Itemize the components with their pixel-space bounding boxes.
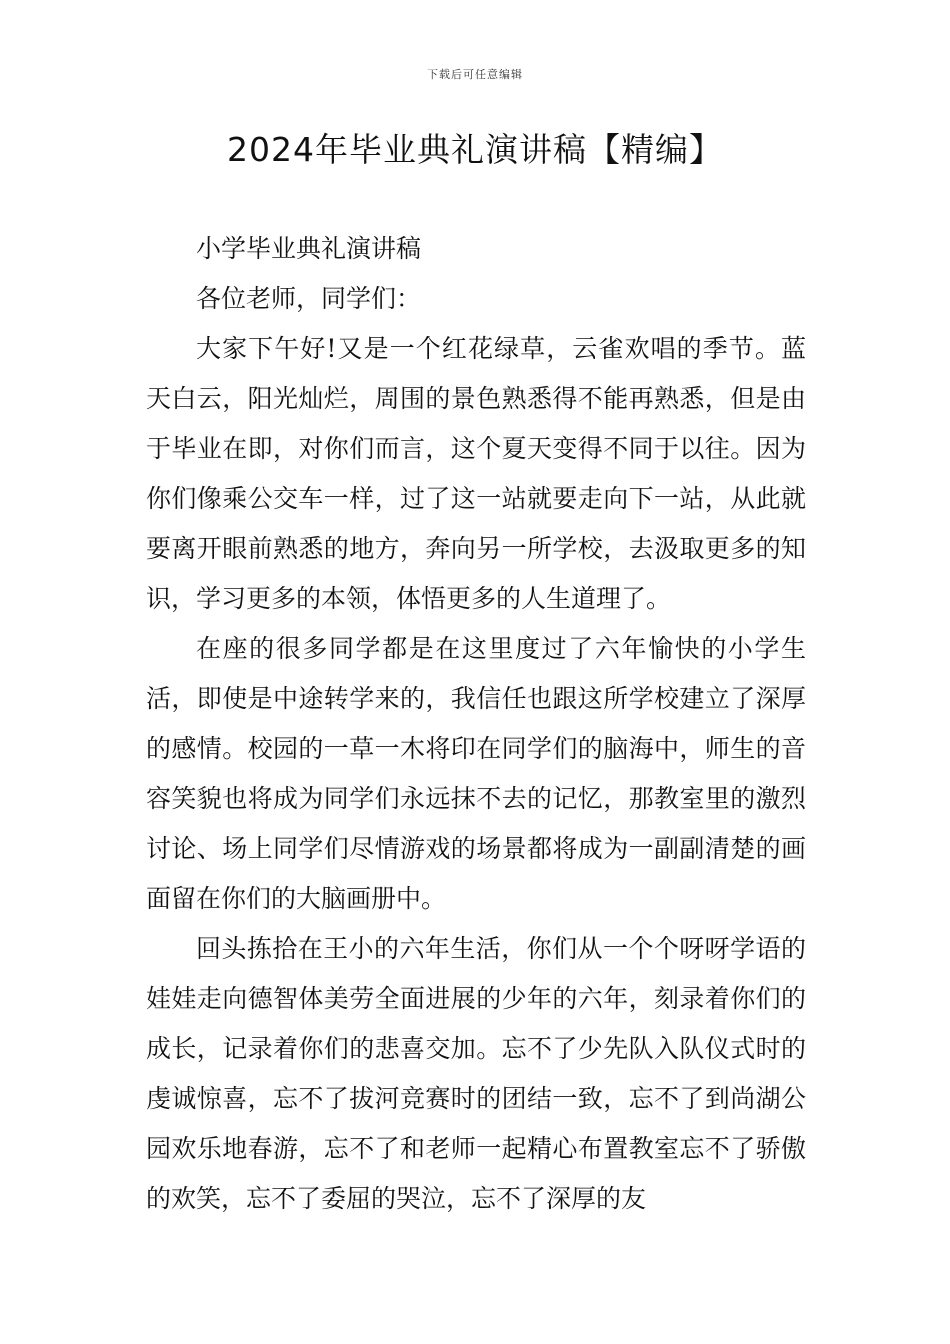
paragraph: 回头拣拾在王小的六年生活，你们从一个个呀呀学语的娃娃走向德智体美劳全面进展的少年的六年，刻录着你们的成长，记录着你们的悲喜交加。忘不了少先队入队仪式时的虔诚惊喜，忘不了拔河竞赛时的团结一致，忘不了到尚湖公园欢乐地春游，忘不了和老师一起精心布置教室忘不了骄傲的欢笑，忘不了委屈的哭泣，忘不了深厚的友 xyxy=(146,934,806,1213)
paragraph: 在座的很多同学都是在这里度过了六年愉快的小学生活，即使是中途转学来的，我信任也跟这所学校建立了深厚的感情。校园的一草一木将印在同学们的脑海中，师生的音容笑貌也将成为同学们永远抹不去的记忆，那教室里的激烈讨论、场上同学们尽情游戏的场景都将成为一副副清楚的画面留在你们的大脑画册中。 xyxy=(146,634,806,913)
paragraph: 大家下午好!又是一个红花绿草，云雀欢唱的季节。蓝天白云，阳光灿烂，周围的景色熟悉得不能再熟悉，但是由于毕业在即，对你们而言，这个夏天变得不同于以往。因为你们像乘公交车一样，过了这一站就要走向下一站，从此就要离开眼前熟悉的地方，奔向另一所学校，去汲取更多的知识，学习更多的本领，体悟更多的人生道理了。 xyxy=(146,334,806,613)
document-body xyxy=(146,224,806,1224)
paragraph: 小学毕业典礼演讲稿 xyxy=(196,234,422,263)
document-title: 2024年毕业典礼演讲稿【精编】 xyxy=(227,130,723,169)
header-note: 下载后可任意编辑 xyxy=(427,68,523,81)
paragraph: 各位老师，同学们： xyxy=(196,284,422,313)
